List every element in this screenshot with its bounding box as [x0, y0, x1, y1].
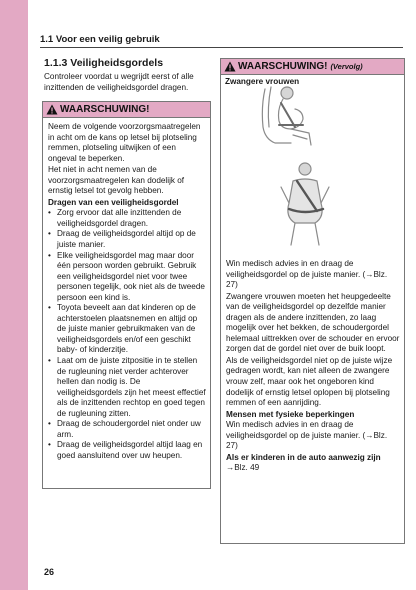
warning-paragraph: Win medisch advies in en draag de veiligheidsgordel op de juiste manier. (→Blz. 27): [226, 259, 388, 290]
warning-bullet-list: [48, 208, 206, 461]
list-item: • Laat om de juiste zitpositie in te stellen de rugleuning niet verder achterover hellen dan nodig is. De veiligheidsgordels zijn het meest effectief als de inzittenden rechtop en goed tegen de rugleuning zitten.: [48, 356, 206, 419]
section-title: 1.1.3 Veiligheidsgordels: [44, 57, 164, 69]
warning-subheading: Zwangere vrouwen: [225, 77, 300, 86]
warning-header: [221, 59, 404, 75]
list-item: • Elke veiligheidsgordel mag maar door één persoon worden gebruikt. Gebruik een veiligheidsgordel niet voor twee personen tegelijk, ook niet als de tweede persoon een kind is.: [48, 251, 206, 304]
list-item: • Zorg ervoor dat alle inzittenden de veiligheidsgordel dragen.: [48, 208, 206, 229]
intro-text: Controleer voordat u wegrijdt eerst of alle inzittenden de veiligheidsgordel dragen.: [44, 72, 194, 92]
warning-paragraph: Als de veiligheidsgordel niet op de juiste wijze gedragen wordt, kan niet alleen de zwangere vrouw zelf, maar ook het ongeboren kind dodelijk of ernstig letsel oplopen bij plotseling remmen of een aanrijding.: [226, 355, 393, 408]
page-number: 26: [44, 567, 55, 577]
warning-subheading: Mensen met fysieke beperkingen: [226, 409, 355, 419]
list-item: • Toyota beveelt aan dat kinderen op de achterstoelen plaatsnemen en altijd op de juiste manier gebruikmaken van de veiligheidsgordels en/of een geschikt baby- of kinderzitje.: [48, 303, 206, 356]
pregnant-woman-seatbelt-illustration: [269, 159, 347, 247]
warning-box-left: [42, 101, 211, 489]
list-item: • Draag de veiligheidsgordel altijd op de juiste manier.: [48, 229, 206, 250]
list-item: • Draag de veiligheidsgordel altijd laag en goed aansluitend over uw heupen.: [48, 440, 206, 461]
warning-triangle-icon: [224, 61, 236, 72]
warning-triangle-icon: [46, 104, 58, 115]
warning-title: WAARSCHUWING!: [60, 104, 150, 115]
warning-box-right: [220, 58, 405, 544]
warning-title: WAARSCHUWING!: [238, 61, 328, 72]
warning-header: [43, 102, 210, 118]
continued-label: (Vervolg): [330, 62, 363, 71]
warning-body: [43, 118, 210, 466]
warning-subheading: Als er kinderen in de auto aanwezig zijn: [226, 452, 381, 462]
warning-paragraph: Neem de volgende voorzorgsmaatregelen in acht om de kans op letsel bij plotseling remmen, plotseling uitwijken of een ongeval te beperken.: [48, 122, 201, 163]
warning-paragraph: Win medisch advies in en draag de veiligheidsgordel op de juiste manier. (→Blz. 27): [226, 420, 388, 451]
warning-paragraph: Het niet in acht nemen van de voorzorgsmaatregelen kan dodelijk of ernstig letsel tot gevolg hebben.: [48, 165, 185, 196]
warning-paragraph: →Blz. 49: [226, 463, 260, 473]
list-item: • Draag de schoudergordel niet onder uw arm.: [48, 419, 206, 440]
warning-subheading: Dragen van een veiligheidsgordel: [48, 197, 179, 207]
warning-body: [221, 255, 404, 479]
header-divider: [40, 47, 403, 48]
chapter-side-tab: [0, 0, 28, 590]
pregnant-woman-seated-illustration: [251, 83, 321, 153]
warning-paragraph: Zwangere vrouwen moeten het heupgedeelte van de veiligheidsgordel op dezelfde manier dragen als de andere inzittenden, zo laag mogelijk over het bekken, de schoudergordel helemaal uittrekken over de schouder en ervoor zorgen dat de gordel niet over de buik loopt.: [226, 291, 400, 354]
section-header: 1.1 Voor een veilig gebruik: [40, 34, 160, 45]
